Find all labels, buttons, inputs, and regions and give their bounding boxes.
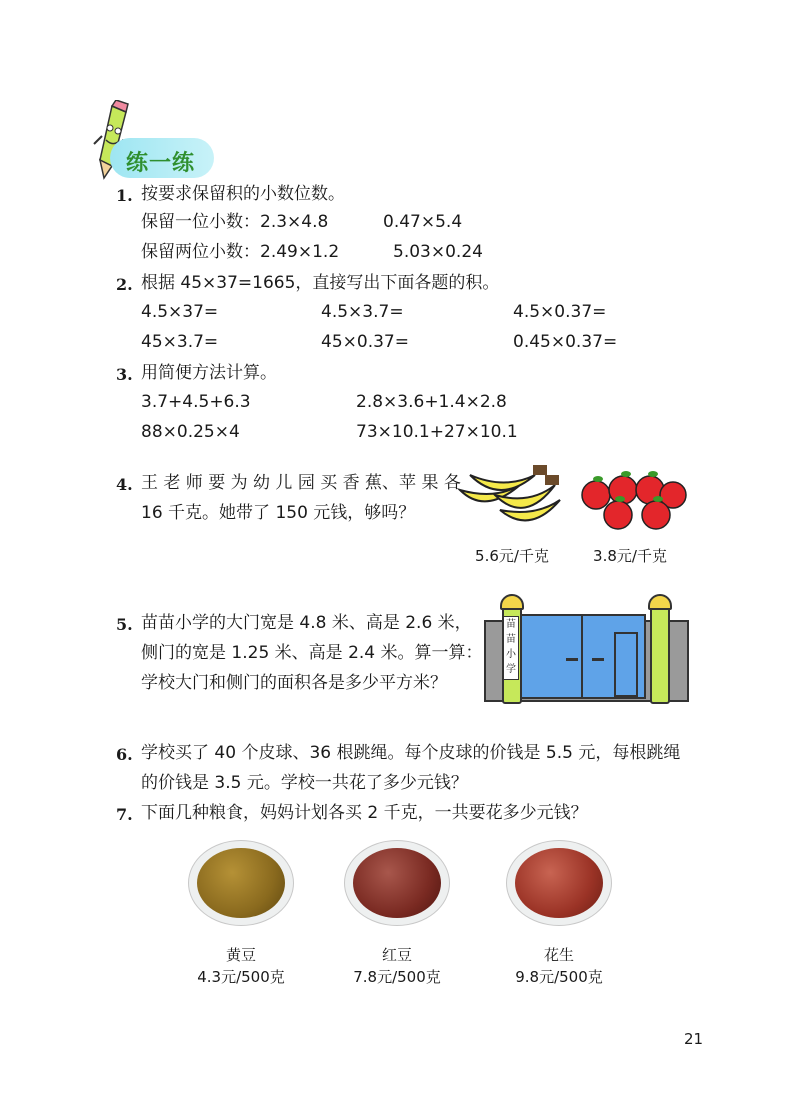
problem-3-text: 用简便方法计算。 [141, 363, 277, 383]
problem-6-line2: 的价钱是 3.5 元。学校一共花了多少元钱？ [141, 773, 468, 793]
problem-6-line1: 学校买了 40 个皮球、36 根跳绳。每个皮球的价钱是 5.5 元，每根跳绳 [141, 743, 681, 763]
grain-name: 红豆 [381, 946, 412, 964]
problem-3-item: 88×0.25×4 [141, 422, 240, 442]
peanut-plate [506, 840, 612, 926]
apples-icon [578, 465, 688, 535]
problem-2-item: 4.5×3.7= [321, 302, 404, 322]
problem-2-item: 45×3.7= [141, 332, 219, 352]
right-pillar [650, 604, 670, 704]
problem-2-item: 45×0.37= [321, 332, 409, 352]
problem-5-line3: 学校大门和侧门的面积各是多少平方米？ [141, 673, 447, 693]
problem-1-number: 1. [116, 186, 133, 205]
problem-2-number: 2. [116, 275, 133, 294]
problem-3-item: 73×10.1+27×10.1 [356, 422, 518, 442]
sign-char: 学 [506, 664, 516, 675]
problem-1-line1-b: 0.47×5.4 [383, 212, 463, 232]
problem-4-number: 4. [116, 475, 133, 494]
problem-6-number: 6. [116, 745, 133, 764]
problem-2-item: 4.5×0.37= [513, 302, 607, 322]
banana-bunch-icon [455, 455, 565, 535]
page-number: 21 [684, 1030, 704, 1048]
header-title: 练一练 [126, 151, 196, 176]
problem-5-number: 5. [116, 615, 133, 634]
problem-3-item: 3.7+4.5+6.3 [141, 392, 251, 412]
problem-1-line1-a: 保留一位小数：2.3×4.8 [141, 212, 329, 232]
sign-char: 苗 [506, 619, 516, 630]
red-bean-plate [344, 840, 450, 926]
problem-3-item: 2.8×3.6+1.4×2.8 [356, 392, 507, 412]
problem-2-item: 0.45×0.37= [513, 332, 618, 352]
problem-5-line1: 苗苗小学的大门宽是 4.8 米、高是 2.6 米， [141, 613, 472, 633]
problem-7-number: 7. [116, 805, 133, 824]
sign-char: 小 [506, 649, 516, 660]
problem-1-text: 按要求保留积的小数位数。 [141, 184, 345, 204]
problem-1-line2-a: 保留两位小数：2.49×1.2 [141, 242, 340, 262]
problem-4-line2: 16 千克。她带了 150 元钱，够吗？ [141, 503, 416, 523]
apple-price: 3.8元/千克 [593, 547, 667, 565]
problem-2-item: 4.5×37= [141, 302, 219, 322]
problem-5-line2: 侧门的宽是 1.25 米、高是 2.4 米。算一算： [141, 643, 483, 663]
school-gate-illustration [484, 592, 689, 707]
problem-7-text: 下面几种粮食，妈妈计划各买 2 千克，一共要花多少元钱？ [141, 803, 588, 823]
sign-char: 苗 [506, 634, 516, 645]
grain-name: 花生 [543, 946, 574, 964]
banana-price: 5.6元/千克 [475, 547, 549, 565]
grain-price: 7.8元/500克 [353, 968, 441, 986]
problem-4-line1: 王 老 师 要 为 幼 儿 园 买 香 蕉、苹 果 各 [141, 473, 461, 493]
problem-3-number: 3. [116, 365, 133, 384]
grain-price: 9.8元/500克 [515, 968, 603, 986]
school-sign [503, 616, 519, 680]
problem-2-text: 根据 45×37=1665，直接写出下面各题的积。 [141, 273, 500, 293]
grain-price: 4.3元/500克 [197, 968, 285, 986]
problem-1-line2-b: 5.03×0.24 [393, 242, 483, 262]
soybean-plate [188, 840, 294, 926]
grain-name: 黄豆 [225, 946, 256, 964]
side-gate [614, 632, 638, 697]
